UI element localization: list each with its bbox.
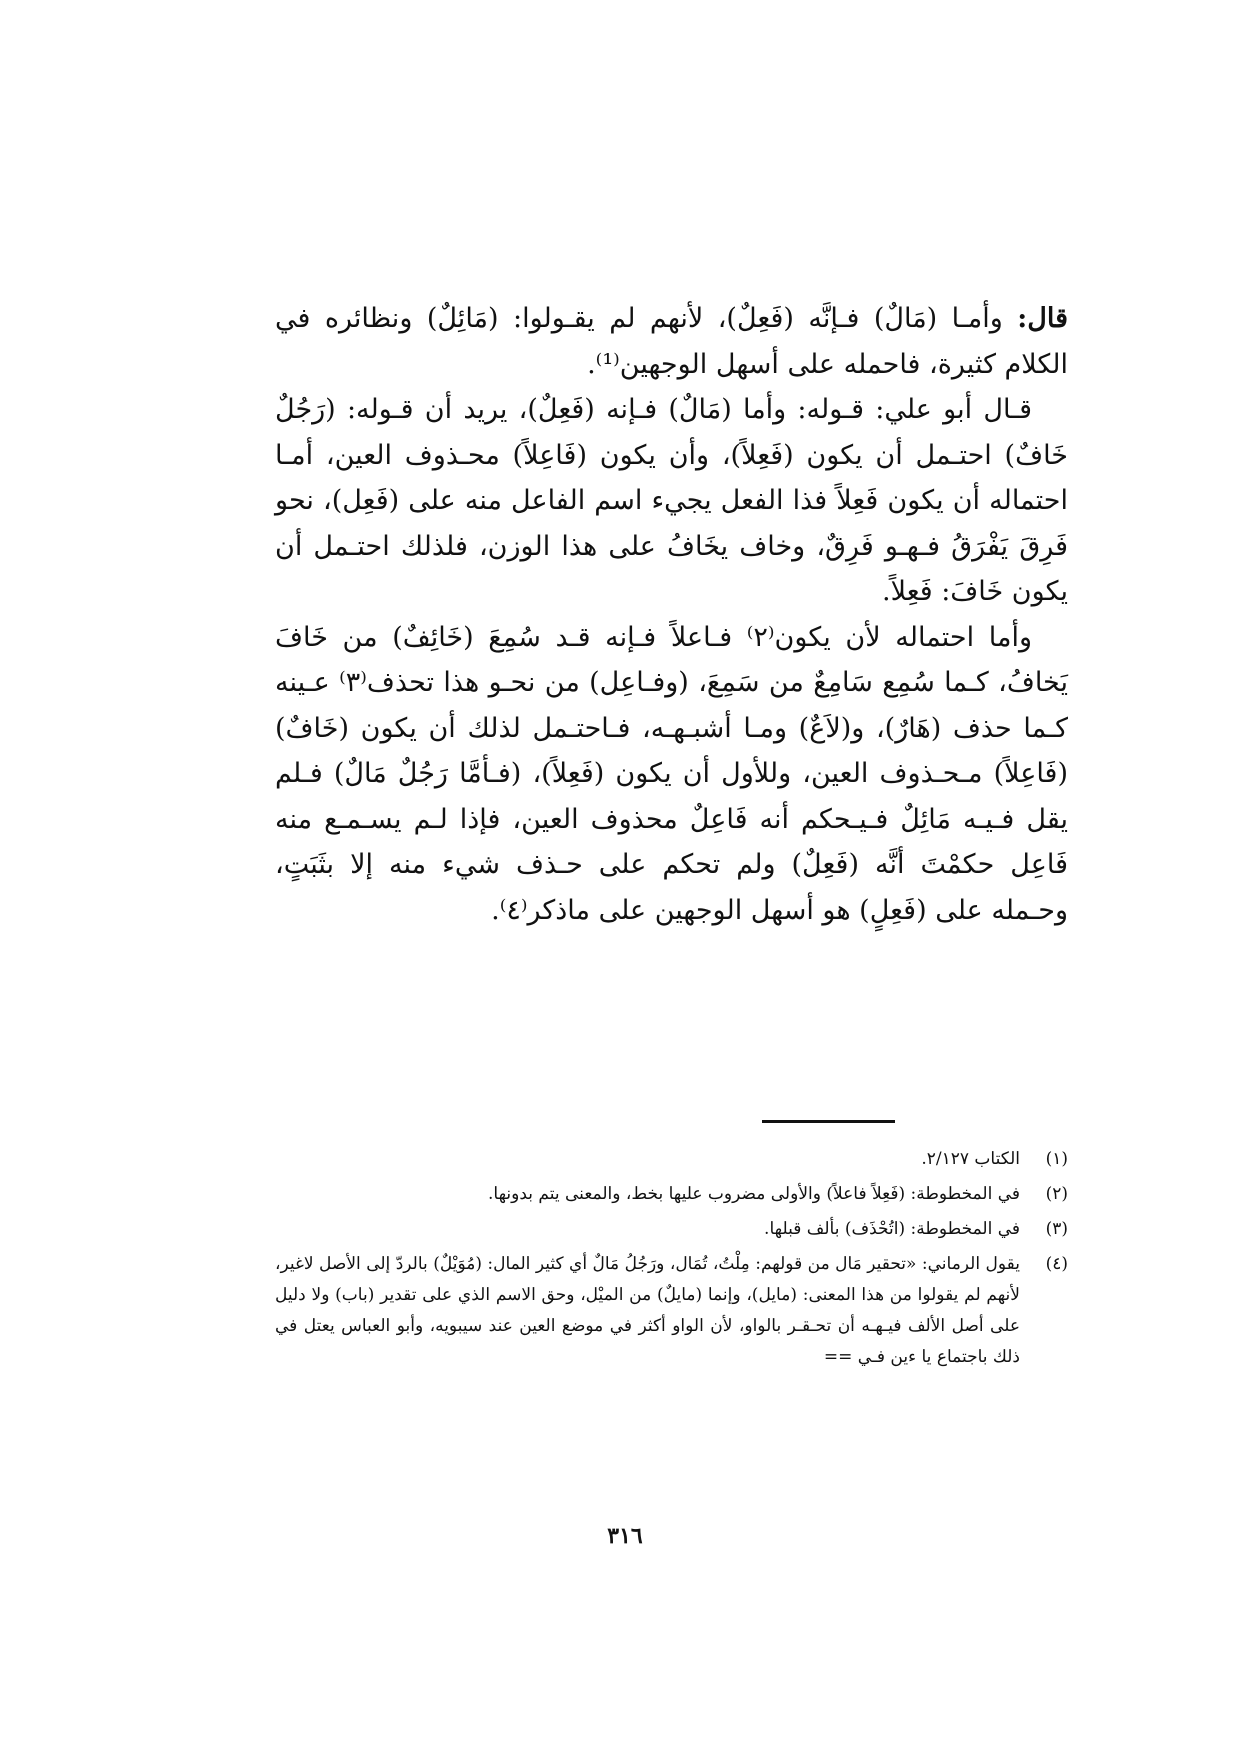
footnote-text: في المخطوطة: (فَعِلاً فاعلاً) والأولى مضروب عليها بخط، والمعنى يتم بدونها. — [488, 1184, 1020, 1204]
footnote-1 — [275, 1144, 1068, 1175]
main-text — [275, 296, 1068, 933]
page-number: ٣١٦ — [607, 1523, 643, 1549]
footnote-2 — [275, 1179, 1068, 1210]
footnote-number: (١) — [1045, 1149, 1068, 1169]
footnote-number: (٤) — [1045, 1254, 1068, 1274]
paragraph-3: وأما احتماله لأن يكون⁽٢⁾ فـاعلاً فـإنه قـد سُمِعَ (خَائِفٌ) من خَافَ يَخافُ، كـما سُمِع سَامِعٌ من سَمِعَ، (وفـاعِل) من نحـو هذا تحذف⁽٣⁾ عـينه كـما حذف (هَارٌ)، و(لاَعٌ) ومـا أشبـهـه، فـاحتـمل لذلك أن يكون (خَافٌ) (فَاعِلاً) مـحـذوف العين، وللأول أن يكون (فَعِلاً)، (فـأمَّا رَجُلٌ مَالٌ) فـلم يقل فـيـه مَائِلٌ فـيـحكم أنه فَاعِلٌ محذوف العين، فإذا لـم يسـمـع منه فَاعِل حكمْتَ أنَّه (فَعِلٌ) ولم تحكم على حـذف شيء منه إلا بثَبَتٍ، وحـمله على (فَعِلٍ) هو أسهل الوجهين على ماذكر⁽٤⁾. — [275, 621, 1068, 926]
paragraph-1-text: وأمـا (مَالٌ) فـإنَّه (فَعِلٌ)، لأنهم لم يقـولوا: (مَائِلٌ) ونظائره في الكلام كثيرة، فاحمله على أسهل الوجهين⁽¹⁾. — [275, 303, 1068, 380]
paragraph-1 — [275, 296, 1068, 387]
footnote-4 — [275, 1249, 1068, 1373]
footnote-number: (٢) — [1045, 1184, 1068, 1204]
footnotes — [275, 1144, 1068, 1377]
footnote-separator — [762, 1120, 895, 1123]
footnote-number: (٣) — [1045, 1219, 1068, 1239]
footnote-text: في المخطوطة: (اتُحْذَف) بألف قبلها. — [764, 1219, 1020, 1239]
paragraph-2: قـال أبو علي: قـوله: وأما (مَالٌ) فـإنه (فَعِلٌ)، يريد أن قـوله: (رَجُلٌ خَافٌ) احتـمل أن يكون (فَعِلاً)، وأن يكون (فَاعِلاً) محـذوف العين، أمـا احتماله أن يكون فَعِلاً فذا الفعل يجيء اسم الفاعل منه على (فَعِل)، نحو فَرِقَ يَفْرَقُ فـهـو فَرِقٌ، وخاف يخَافُ على هذا الوزن، فلذلك احتـمل أن يكون خَافَ: فَعِلاً. — [275, 394, 1068, 607]
footnote-3 — [275, 1214, 1068, 1245]
paragraph-1-lead: قال: — [1017, 303, 1068, 334]
footnote-text: يقول الرماني: «تحقير مَال من قولهم: مِلْتُ، تُمَال، ورَجُلُ مَالٌ أي كثير المال: (مُوَيْلٌ) بالردّ إلى الأصل لاغير، لأنهم لم يقولوا من هذا المعنى: (مايل)، وإنما (مايلٌ) من الميْل، وحق الاسم الذي على تقدير (باب) ولا دليل على أصل الألف فيـهـه أن تحـقـر بالواو، لأن الواو أكثر في موضع العين عند سيبويه، وأبو العباس يعتل في ذلك باجتماع يا ءين فـي == — [275, 1254, 1020, 1367]
footnote-text: الكتاب ٢/١٢٧. — [921, 1149, 1020, 1169]
